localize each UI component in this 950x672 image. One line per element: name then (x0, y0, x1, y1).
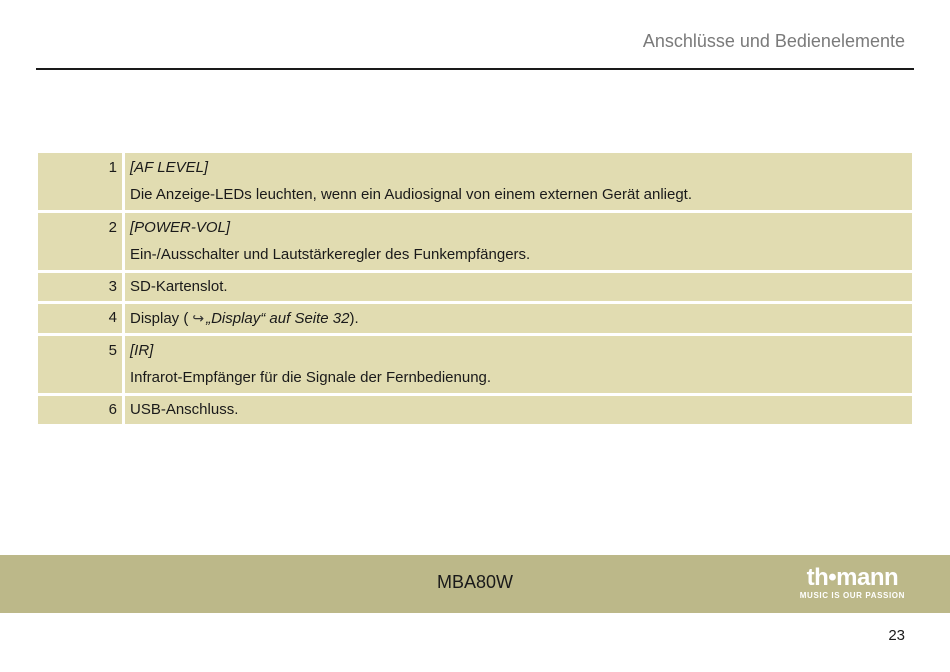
footer-band (0, 555, 950, 613)
row-content (125, 273, 912, 301)
control-description: SD-Kartenslot. (130, 278, 228, 295)
row-number: 6 (38, 396, 122, 424)
table-row (38, 336, 912, 393)
table-row (38, 396, 912, 424)
control-description: Die Anzeige-LEDs leuchten, wenn ein Audiosignal von einem externen Gerät anliegt. (130, 186, 693, 203)
row-content (125, 304, 912, 333)
brand-logo (800, 565, 905, 601)
row-number: 3 (38, 273, 122, 301)
table-row (38, 304, 912, 333)
row-content (125, 336, 912, 393)
row-number: 5 (38, 336, 122, 393)
row-content (125, 213, 912, 270)
control-label: [POWER-VOL] (130, 219, 231, 236)
header-rule (36, 68, 914, 70)
table-row (38, 213, 912, 270)
arrow-reference-icon: ↪ (192, 310, 205, 326)
controls-table (38, 153, 912, 427)
display-prefix: Display ( (130, 310, 189, 327)
control-description: Ein-/Ausschalter und Lautstärkeregler des Funkempfängers. (130, 246, 531, 263)
control-label: [AF LEVEL] (130, 159, 209, 176)
control-description: Infrarot-Empfänger für die Signale der Fernbedienung. (130, 369, 492, 386)
model-name: MBA80W (436, 572, 514, 592)
brand-tagline: MUSIC IS OUR PASSION (799, 591, 905, 600)
row-content (125, 153, 912, 210)
table-row (38, 153, 912, 210)
page-number: 23 (888, 627, 905, 644)
page-reference-link[interactable]: „Display“ auf Seite 32 (206, 310, 350, 327)
row-number: 1 (38, 153, 122, 210)
row-number: 2 (38, 213, 122, 270)
section-title: Anschlüsse und Bedienelemente (642, 31, 905, 51)
row-content (125, 396, 912, 424)
display-suffix: ). (349, 310, 359, 327)
table-row (38, 273, 912, 301)
row-number: 4 (38, 304, 122, 333)
control-description: USB-Anschluss. (130, 401, 239, 418)
brand-logo-wordmark: th•mann (806, 564, 899, 591)
control-label: [IR] (130, 342, 154, 359)
